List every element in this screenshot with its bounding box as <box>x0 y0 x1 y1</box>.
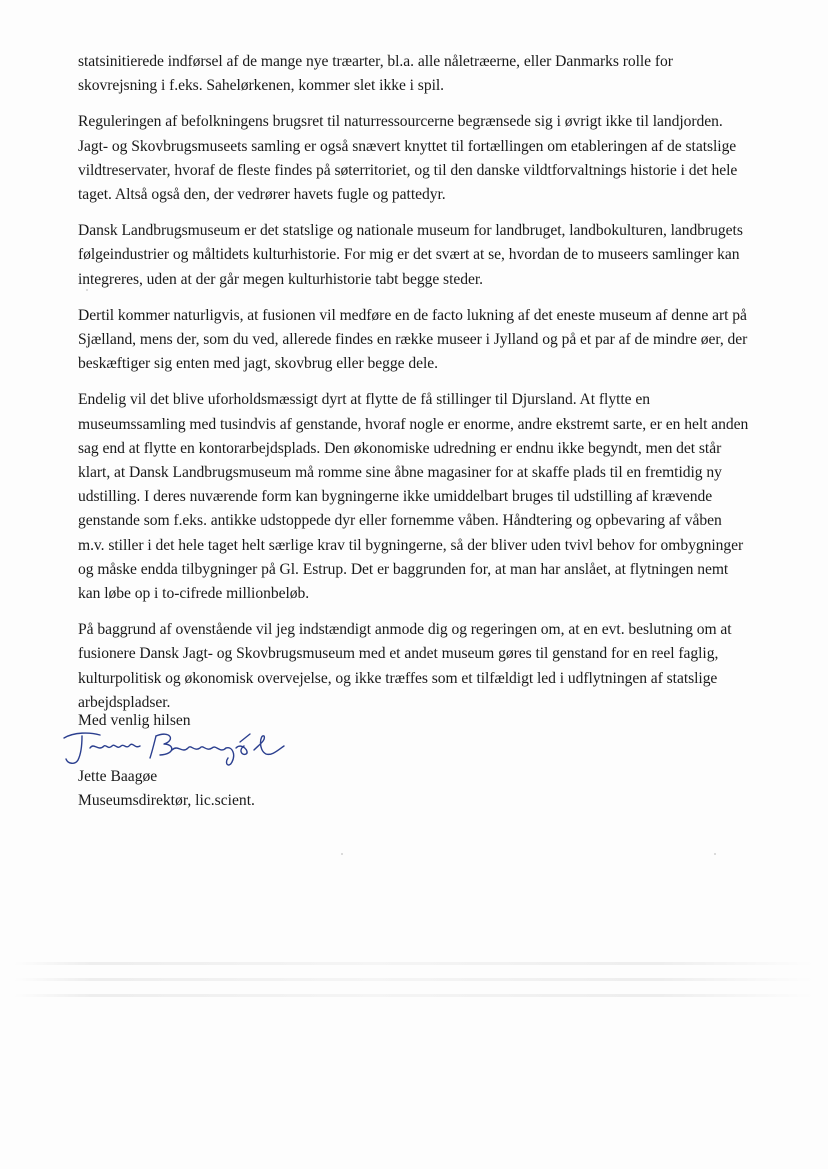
signer-name: Jette Baagøe <box>78 768 158 785</box>
scan-bleed-line <box>14 994 814 997</box>
paragraph: Dertil kommer naturligvis, at fusionen vil medføre en de facto lukning af det eneste museum af denne art på Sjælland, mens der, som du ved, allerede findes en række museer i Jylland og på et par af de mindre øer, der beskæftiger sig enten med jagt, skovbrug eller begge dele. <box>78 306 748 373</box>
letter-body <box>78 50 750 727</box>
scan-speck <box>714 853 716 855</box>
paragraph: Reguleringen af befolkningens brugsret til naturressourcerne begrænsede sig i øvrigt ikke til landjorden. Jagt- og Skovbrugsmuseets samling er også snævert knyttet til fortællingen om etableringen af de statslige vildtreservater, hvoraf de fleste findes på søterritoriet, og til den danske vildtforvaltnings historie i det hele taget. Altså også den, der vedrører havets fugle og pattedyr. <box>78 113 738 204</box>
closing-salutation: Med venlig hilsen <box>78 712 191 729</box>
paragraph: statsinitierede indførsel af de mange nye træarter, bl.a. alle nåletræerne, eller Danmarks rolle for skovrejsning i f.eks. Sahelørkenen, kommer slet ikke i spil. <box>78 53 673 95</box>
scan-speck <box>341 853 343 855</box>
scan-bleed-line <box>14 978 814 981</box>
paragraph: På baggrund af ovenstående vil jeg indstændigt anmode dig og regeringen om, at en evt. beslutning om at fusionere Dansk Jagt- og Skovbrugsmuseum med et andet museum gøres til genstand for en reel faglig, kulturpolitisk og økonomisk overvejelse, og ikke træffes som et tilfældigt led i udflytningen af statslige arbejdspladser. <box>78 621 732 711</box>
paragraph: Dansk Landbrugsmuseum er det statslige og nationale museum for landbruget, landbokulturen, landbrugets følgeindustrier og måltidets kulturhistorie. For mig er det svært at se, hvordan de to museers samlinger kan integreres, uden at der går megen kulturhistorie tabt begge steder. <box>78 222 743 288</box>
scan-bleed-line <box>14 962 814 965</box>
paragraph: Endelig vil det blive uforholdsmæssigt dyrt at flytte de få stillinger til Djursland. At flytte en museumssamling med tusindvis af genstande, hvoraf nogle er enorme, andre ekstremt sarte, er en helt anden sag end at flytte en kontorarbejdsplads. Den økonomiske udredning er endnu ikke begyndt, men det står klart, at Dansk Landbrugsmuseum må romme sine åbne magasiner for at skaffe plads til en fremtidig ny udstilling. I deres nuværende form kan bygningerne ikke umiddelbart bruges til udstilling af krævende genstande som f.eks. antikke udstoppede dyr eller fornemme våben. Håndtering og opbevaring af våben m.v. stiller i det hele taget helt særlige krav til bygningerne, så der bliver uden tvivl behov for ombygninger og måske endda tilbygninger på Gl. Estrup. Det er baggrunden for, at man har anslået, at flytningen nemt kan løbe op i to-cifrede millionbeløb. <box>78 391 749 603</box>
scan-speck <box>86 289 88 291</box>
signer-title: Museumsdirektør, lic.scient. <box>78 792 255 809</box>
